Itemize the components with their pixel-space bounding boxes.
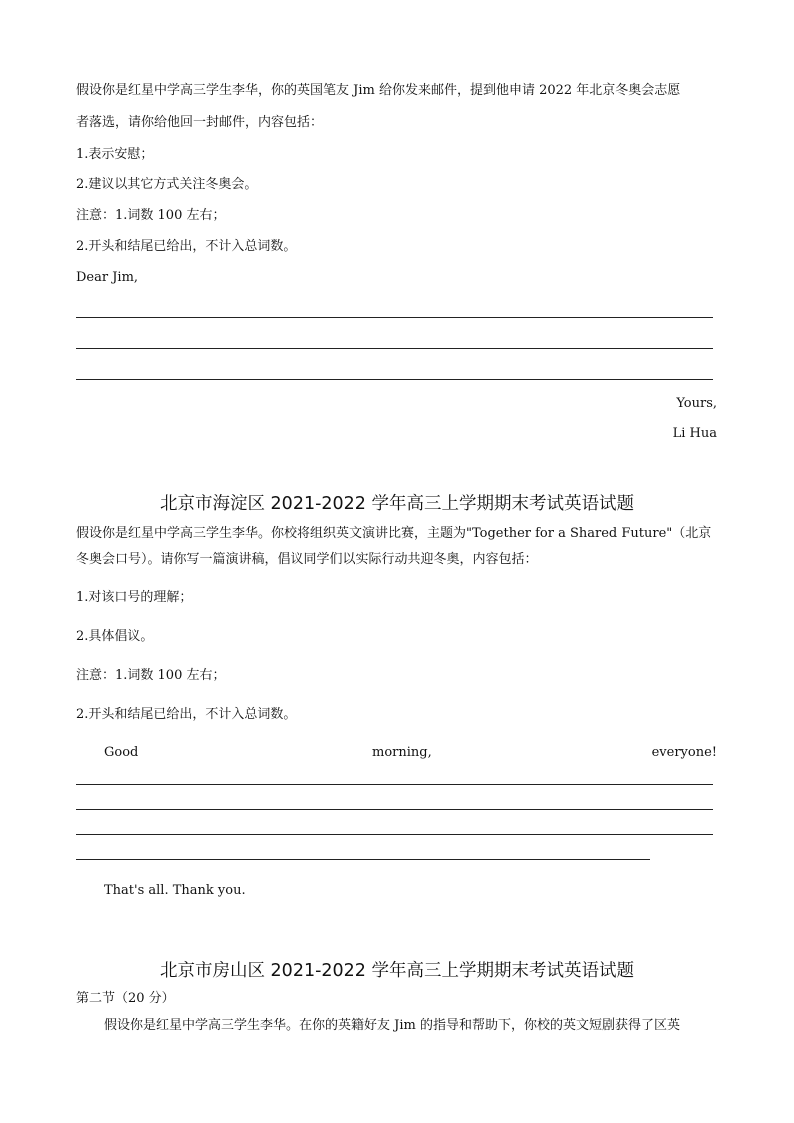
s1-item-1: 1.表示安慰；	[76, 147, 154, 162]
s2-answer-line[interactable]	[76, 784, 713, 785]
s2-greeting-word-1: Good	[104, 745, 139, 760]
s2-paragraph-line1: 假设你是红星中学高三学生李华。你校将组织英文演讲比赛，主题为"Together for a Shared Future"（北京	[76, 526, 712, 541]
s1-paragraph-line2: 者落选，请你给他回一封邮件，内容包括：	[76, 115, 324, 130]
s3-title: 北京市房山区 2021-2022 学年高三上学期期末考试英语试题	[159, 961, 634, 981]
s2-note-1: 注意：1.词数 100 左右；	[76, 668, 226, 683]
s2-answer-line[interactable]	[76, 834, 713, 835]
s1-paragraph-line1: 假设你是红星中学高三学生李华，你的英国笔友 Jim 给你发来邮件，提到他申请 2022 年北京冬奥会志愿	[76, 83, 681, 98]
s1-note-2: 2.开头和结尾已给出，不计入总词数。	[76, 239, 297, 254]
s2-title: 北京市海淀区 2021-2022 学年高三上学期期末考试英语试题	[159, 494, 634, 514]
s1-signature: Li Hua	[672, 426, 717, 441]
s2-ending: That's all. Thank you.	[104, 883, 246, 898]
s2-item-2: 2.具体倡议。	[76, 629, 154, 644]
s3-paragraph-line1: 假设你是红星中学高三学生李华。在你的英籍好友 Jim 的指导和帮助下，你校的英文短剧获得了区英	[104, 1018, 680, 1033]
s2-item-1: 1.对该口号的理解；	[76, 590, 193, 605]
s2-greeting-word-2: morning,	[372, 745, 432, 760]
s2-answer-line[interactable]	[76, 859, 650, 860]
s2-note-2: 2.开头和结尾已给出，不计入总词数。	[76, 707, 297, 722]
s1-greeting: Dear Jim,	[76, 270, 139, 285]
s3-part-label: 第二节（20 分）	[76, 991, 175, 1006]
s1-note-1: 注意：1.词数 100 左右；	[76, 208, 226, 223]
s1-item-2: 2.建议以其它方式关注冬奥会。	[76, 177, 258, 192]
s2-answer-line[interactable]	[76, 809, 713, 810]
s2-greeting-word-3: everyone!	[651, 745, 717, 760]
s1-answer-line[interactable]	[76, 379, 713, 380]
s1-answer-line[interactable]	[76, 348, 713, 349]
s1-closing: Yours,	[676, 396, 717, 411]
s2-paragraph-line2: 冬奥会口号）。请你写一篇演讲稿，倡议同学们以实际行动共迎冬奥，内容包括：	[76, 552, 538, 567]
s1-answer-line[interactable]	[76, 317, 713, 318]
